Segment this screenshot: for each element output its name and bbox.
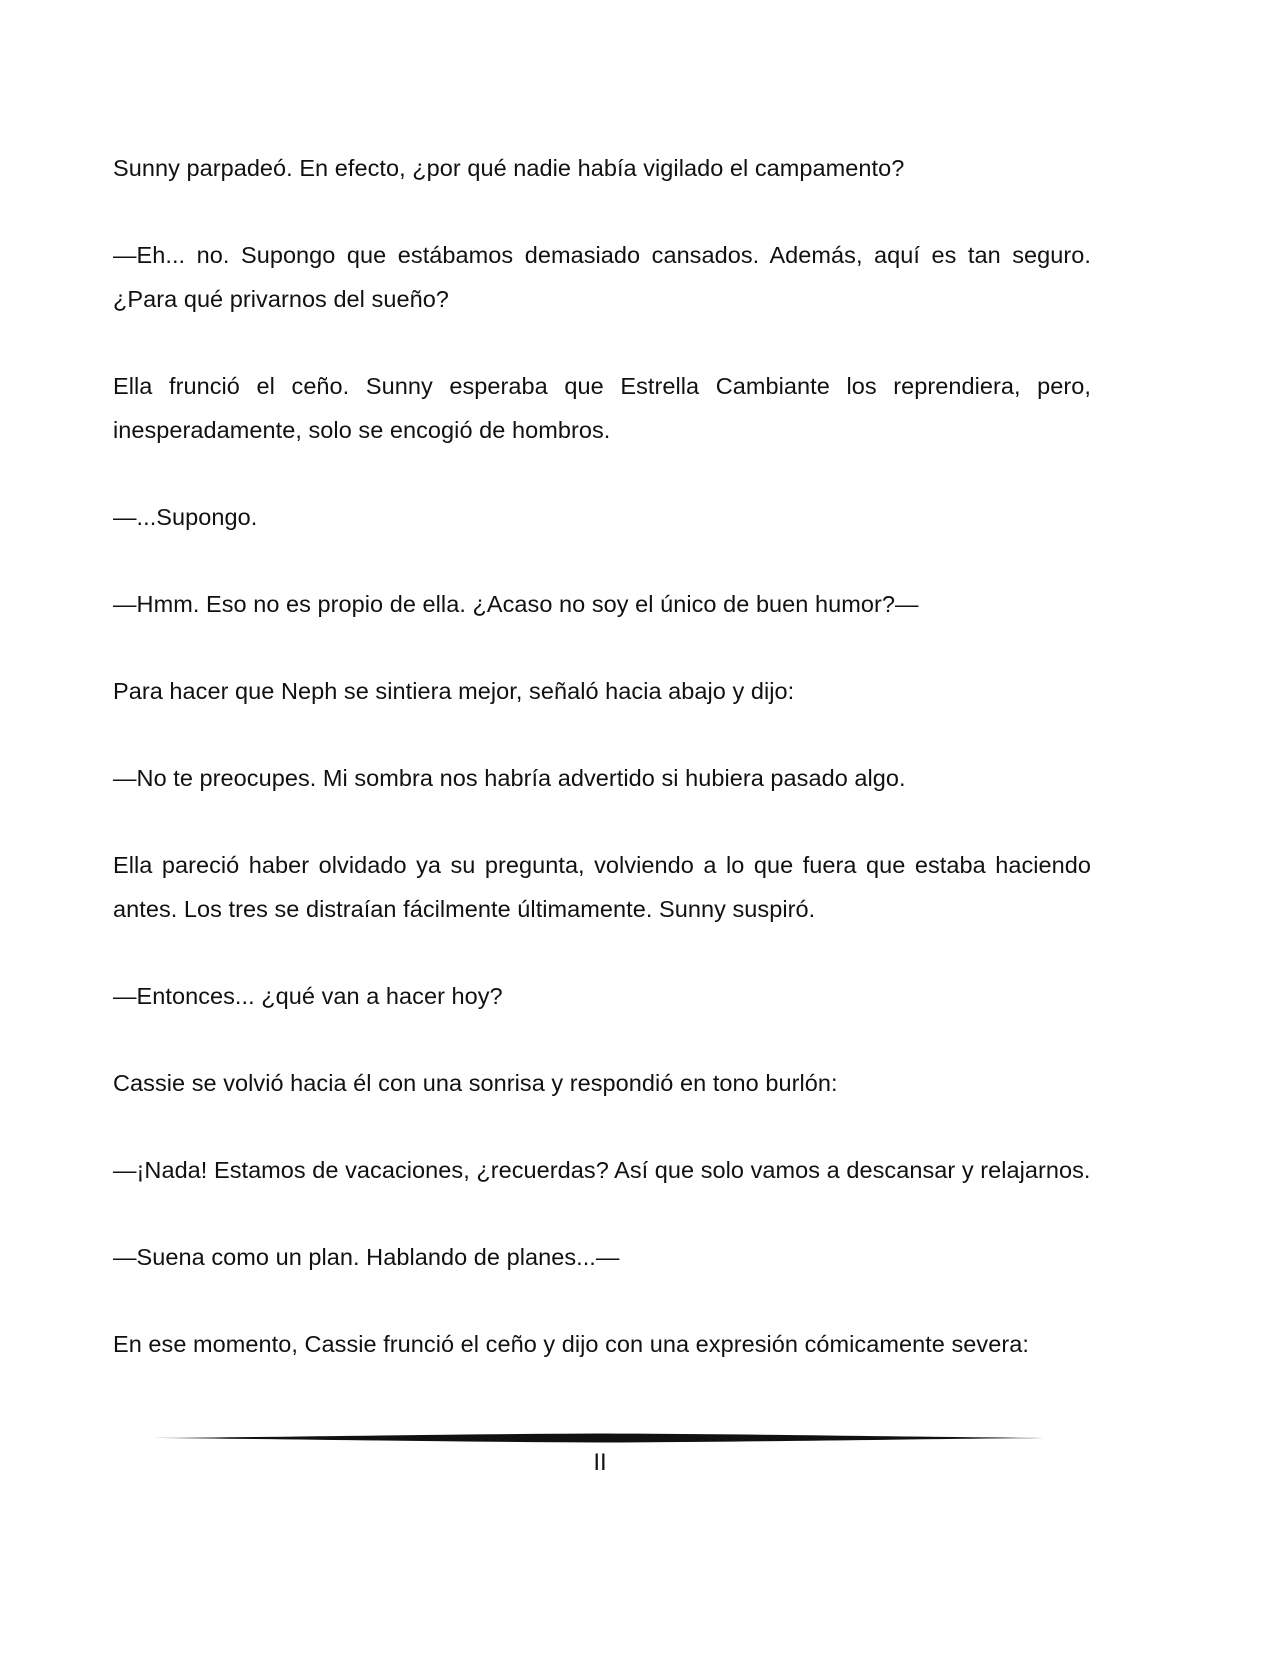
paragraph-11: —¡Nada! Estamos de vacaciones, ¿recuerdas? Así que solo vamos a descansar y relajarnos. <box>113 1157 1091 1183</box>
paragraph-5: —Hmm. Eso no es propio de ella. ¿Acaso no soy el único de buen humor?— <box>113 591 919 617</box>
page-number: II <box>593 1449 607 1476</box>
paragraph-6: Para hacer que Neph se sintiera mejor, señaló hacia abajo y dijo: <box>113 678 795 704</box>
paragraph-13: En ese momento, Cassie frunció el ceño y dijo con una expresión cómicamente severa: <box>113 1331 1029 1357</box>
paragraph-8: Ella pareció haber olvidado ya su pregunta, volviendo a lo que fuera que estaba haciendo antes. Los tres se distraían fácilmente últimamente. Sunny suspiró. <box>113 852 1091 922</box>
paragraph-12: —Suena como un plan. Hablando de planes...— <box>113 1244 620 1270</box>
footer-divider <box>152 1432 1052 1444</box>
paragraph-3: Ella frunció el ceño. Sunny esperaba que Estrella Cambiante los reprendiera, pero, inesperadamente, solo se encogió de hombros. <box>113 373 1091 443</box>
paragraph-9: —Entonces... ¿qué van a hacer hoy? <box>113 983 503 1009</box>
paragraph-10: Cassie se volvió hacia él con una sonrisa y respondió en tono burlón: <box>113 1070 838 1096</box>
paragraph-7: —No te preocupes. Mi sombra nos habría advertido si hubiera pasado algo. <box>113 765 906 791</box>
page-body <box>113 146 1091 1409</box>
paragraph-4: —...Supongo. <box>113 504 258 530</box>
paragraph-2: —Eh... no. Supongo que estábamos demasiado cansados. Además, aquí es tan seguro. ¿Para qué privarnos del sueño? <box>113 242 1091 312</box>
paragraph-1: Sunny parpadeó. En efecto, ¿por qué nadie había vigilado el campamento? <box>113 155 905 181</box>
divider-swash <box>152 1434 1052 1443</box>
